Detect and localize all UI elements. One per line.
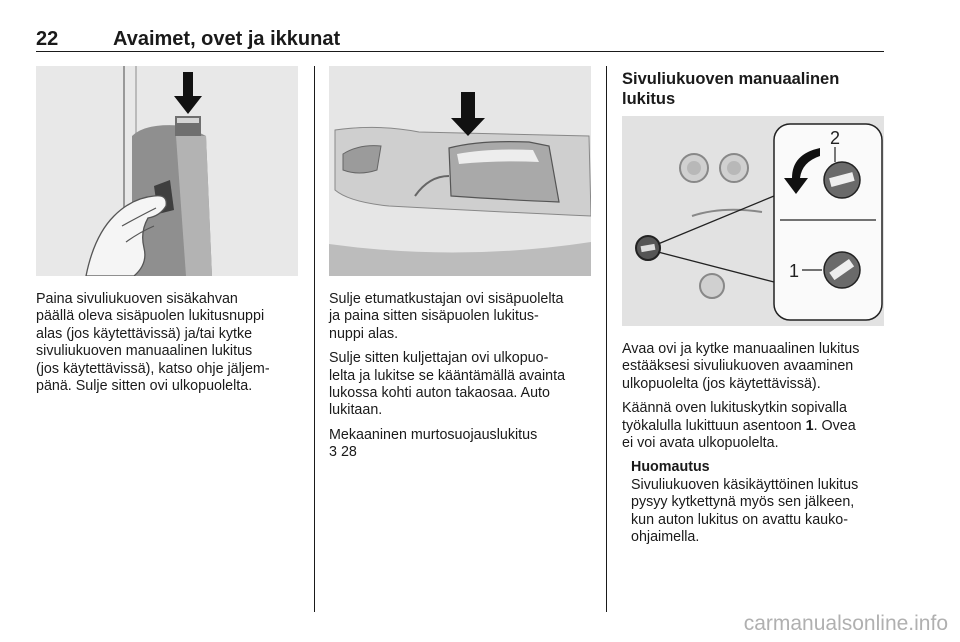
col3-line: estääksesi sivuliukuoven avaaminen — [622, 358, 854, 375]
col2-line: ja paina sitten sisäpuolen lukitus- — [329, 308, 539, 325]
col3-para-2 — [622, 400, 892, 452]
col1-line: päällä oleva sisäpuolen lukitusnuppi — [36, 308, 265, 325]
note-box — [631, 459, 892, 546]
col3-text: . Ovea — [813, 417, 856, 434]
figure-manual-lock — [622, 116, 884, 326]
col3-line: ei voi avata ulkopuolelta. — [622, 435, 779, 452]
col3-para-1 — [622, 341, 892, 393]
section-heading — [622, 70, 884, 109]
col1-line: pänä. Sulje sitten ovi ulkopuolelta. — [36, 378, 253, 395]
page-header — [36, 28, 884, 52]
page-title: Avaimet, ovet ja ikkunat — [113, 28, 341, 50]
note-line: Sivuliukuoven käsikäyttöinen lukitus — [631, 476, 859, 493]
position-number: 1 — [805, 417, 814, 434]
watermark: carmanualsonline.info — [743, 612, 948, 635]
callout-label-2: 2 — [829, 128, 841, 148]
page-reference[interactable] — [329, 444, 601, 461]
column-divider-2 — [606, 66, 607, 612]
col1-line: sivuliukuoven manuaalinen lukitus — [36, 343, 253, 360]
heading-line: Sivuliukuoven manuaalinen — [622, 70, 840, 88]
col3-line: ulkopuolelta (jos käytettävissä). — [622, 375, 821, 392]
col2-line: lelta ja lukitse se kääntämällä avainta — [329, 367, 566, 384]
col2-para-2 — [329, 350, 601, 420]
page-number: 22 — [36, 28, 59, 50]
col1-line: (jos käytettävissä), katso ohje jäljem- — [36, 360, 270, 377]
page-reference-number: 28 — [340, 444, 357, 461]
col3-text: työkalulla lukittuun asentoon — [622, 417, 806, 434]
note-line: ohjaimella. — [631, 529, 700, 546]
page-reference-icon: 3 — [329, 444, 337, 461]
callout-label-1: 1 — [788, 261, 800, 281]
col2-line: lukossa kohti auton takaosaa. Auto — [329, 385, 550, 402]
column-divider-1 — [314, 66, 315, 612]
note-line: pysyy kytkettynä myös sen jälkeen, — [631, 494, 855, 511]
col2-line: lukitaan. — [329, 402, 383, 419]
col2-para-1 — [329, 291, 601, 343]
col1-line: alas (jos käytettävissä) ja/tai kytke — [36, 325, 253, 342]
heading-line: lukitus — [622, 89, 676, 108]
note-line: kun auton lukitus on avattu kauko- — [631, 511, 848, 528]
col3-body — [622, 341, 892, 546]
col3-line — [622, 418, 892, 435]
col2-line: Sulje etumatkustajan ovi sisäpuolelta — [329, 291, 564, 307]
col2-para-3 — [329, 427, 601, 462]
col3-line: Avaa ovi ja kytke manuaalinen lukitus — [622, 341, 860, 357]
col2-line: nuppi alas. — [329, 325, 399, 342]
col3-line: Käännä oven lukituskytkin sopivalla — [622, 400, 847, 417]
figure-inner-lock-knob — [36, 66, 298, 276]
col1-line: Paina sivuliukuoven sisäkahvan — [36, 291, 238, 307]
col2-line: Sulje sitten kuljettajan ovi ulkopuo- — [329, 350, 549, 367]
header-rule — [36, 51, 884, 52]
figure-door-handle — [329, 66, 591, 276]
col2-body — [329, 291, 601, 469]
note-title: Huomautus — [631, 459, 710, 476]
col2-line: Mekaaninen murtosuojauslukitus — [329, 426, 538, 443]
col1-body — [36, 291, 306, 395]
